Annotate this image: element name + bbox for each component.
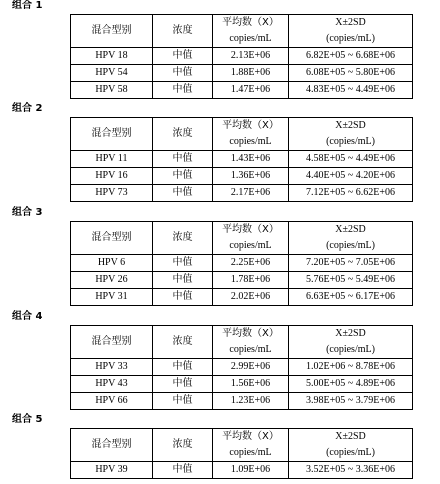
header-row <box>71 429 413 462</box>
header-mean-line1: 平均数（X） <box>222 120 279 131</box>
header-concentration: 浓度 <box>153 222 213 255</box>
header-range-line1: X±2SD <box>335 431 366 442</box>
header-mean-line2: copies/mL <box>229 136 272 147</box>
header-mean-line2: copies/mL <box>229 240 272 251</box>
group-label: 组合 4 <box>12 311 43 322</box>
cell-concentration: 中值 <box>153 168 213 185</box>
cell-concentration: 中值 <box>153 272 213 289</box>
header-mean <box>213 326 289 359</box>
cell-range: 6.82E+05 ~ 6.68E+06 <box>289 48 413 65</box>
group-table <box>70 325 413 410</box>
header-mean-line1: 平均数（X） <box>222 17 279 28</box>
header-row <box>71 15 413 48</box>
header-type: 混合型别 <box>71 118 153 151</box>
cell-range: 7.20E+05 ~ 7.05E+06 <box>289 255 413 272</box>
table-row <box>71 359 413 376</box>
header-concentration: 浓度 <box>153 429 213 462</box>
header-range <box>289 222 413 255</box>
table-row <box>71 48 413 65</box>
table-row <box>71 376 413 393</box>
header-range-line1: X±2SD <box>335 120 366 131</box>
cell-mean: 1.09E+06 <box>213 462 289 479</box>
group-label: 组合 1 <box>12 0 43 11</box>
header-range-line1: X±2SD <box>335 328 366 339</box>
header-range <box>289 429 413 462</box>
header-concentration: 浓度 <box>153 326 213 359</box>
cell-type: HPV 54 <box>71 65 153 82</box>
header-range-line2: (copies/mL) <box>326 136 375 147</box>
cell-range: 3.52E+05 ~ 3.36E+06 <box>289 462 413 479</box>
header-range-line1: X±2SD <box>335 17 366 28</box>
header-mean-line2: copies/mL <box>229 344 272 355</box>
cell-mean: 2.99E+06 <box>213 359 289 376</box>
group-label: 组合 2 <box>12 103 43 114</box>
header-type: 混合型别 <box>71 326 153 359</box>
table-row <box>71 185 413 202</box>
cell-range: 5.76E+05 ~ 5.49E+06 <box>289 272 413 289</box>
cell-type: HPV 16 <box>71 168 153 185</box>
cell-mean: 2.13E+06 <box>213 48 289 65</box>
table-row <box>71 272 413 289</box>
table-row <box>71 151 413 168</box>
cell-mean: 2.17E+06 <box>213 185 289 202</box>
cell-type: HPV 18 <box>71 48 153 65</box>
header-type: 混合型别 <box>71 15 153 48</box>
cell-mean: 2.02E+06 <box>213 289 289 306</box>
header-row <box>71 118 413 151</box>
cell-range: 6.08E+05 ~ 5.80E+06 <box>289 65 413 82</box>
header-mean-line1: 平均数（X） <box>222 328 279 339</box>
group-table <box>70 14 413 99</box>
cell-mean: 1.36E+06 <box>213 168 289 185</box>
cell-concentration: 中值 <box>153 185 213 202</box>
cell-range: 7.12E+05 ~ 6.62E+06 <box>289 185 413 202</box>
cell-range: 5.00E+05 ~ 4.89E+06 <box>289 376 413 393</box>
table-row <box>71 289 413 306</box>
cell-type: HPV 58 <box>71 82 153 99</box>
cell-mean: 1.43E+06 <box>213 151 289 168</box>
table-row <box>71 393 413 410</box>
header-range-line2: (copies/mL) <box>326 240 375 251</box>
header-range-line2: (copies/mL) <box>326 447 375 458</box>
group-label: 组合 5 <box>12 414 43 425</box>
cell-type: HPV 31 <box>71 289 153 306</box>
header-mean-line1: 平均数（X） <box>222 224 279 235</box>
group-table <box>70 117 413 202</box>
cell-type: HPV 43 <box>71 376 153 393</box>
header-mean <box>213 429 289 462</box>
group-table <box>70 428 413 479</box>
header-range <box>289 118 413 151</box>
cell-concentration: 中值 <box>153 289 213 306</box>
header-mean <box>213 118 289 151</box>
header-concentration: 浓度 <box>153 118 213 151</box>
cell-mean: 2.25E+06 <box>213 255 289 272</box>
table-row <box>71 168 413 185</box>
cell-mean: 1.56E+06 <box>213 376 289 393</box>
header-mean-line2: copies/mL <box>229 33 272 44</box>
cell-range: 6.63E+05 ~ 6.17E+06 <box>289 289 413 306</box>
cell-mean: 1.88E+06 <box>213 65 289 82</box>
header-concentration: 浓度 <box>153 15 213 48</box>
cell-type: HPV 6 <box>71 255 153 272</box>
header-range <box>289 326 413 359</box>
cell-mean: 1.78E+06 <box>213 272 289 289</box>
table-row <box>71 462 413 479</box>
cell-range: 4.58E+05 ~ 4.49E+06 <box>289 151 413 168</box>
cell-concentration: 中值 <box>153 48 213 65</box>
cell-type: HPV 73 <box>71 185 153 202</box>
cell-concentration: 中值 <box>153 65 213 82</box>
header-type: 混合型别 <box>71 429 153 462</box>
cell-range: 4.40E+05 ~ 4.20E+06 <box>289 168 413 185</box>
cell-concentration: 中值 <box>153 462 213 479</box>
group-table <box>70 221 413 306</box>
cell-range: 1.02E+06 ~ 8.78E+06 <box>289 359 413 376</box>
table-row <box>71 82 413 99</box>
cell-type: HPV 66 <box>71 393 153 410</box>
cell-concentration: 中值 <box>153 376 213 393</box>
cell-concentration: 中值 <box>153 151 213 168</box>
table-row <box>71 255 413 272</box>
cell-concentration: 中值 <box>153 359 213 376</box>
header-range <box>289 15 413 48</box>
header-range-line1: X±2SD <box>335 224 366 235</box>
cell-type: HPV 26 <box>71 272 153 289</box>
header-row <box>71 326 413 359</box>
cell-mean: 1.47E+06 <box>213 82 289 99</box>
header-range-line2: (copies/mL) <box>326 33 375 44</box>
cell-type: HPV 11 <box>71 151 153 168</box>
cell-range: 4.83E+05 ~ 4.49E+06 <box>289 82 413 99</box>
header-type: 混合型别 <box>71 222 153 255</box>
group-label: 组合 3 <box>12 207 43 218</box>
cell-type: HPV 39 <box>71 462 153 479</box>
table-row <box>71 65 413 82</box>
header-mean-line2: copies/mL <box>229 447 272 458</box>
header-mean-line1: 平均数（X） <box>222 431 279 442</box>
header-range-line2: (copies/mL) <box>326 344 375 355</box>
cell-concentration: 中值 <box>153 393 213 410</box>
header-mean <box>213 222 289 255</box>
cell-mean: 1.23E+06 <box>213 393 289 410</box>
header-mean <box>213 15 289 48</box>
header-row <box>71 222 413 255</box>
cell-type: HPV 33 <box>71 359 153 376</box>
cell-range: 3.98E+05 ~ 3.79E+06 <box>289 393 413 410</box>
cell-concentration: 中值 <box>153 82 213 99</box>
cell-concentration: 中值 <box>153 255 213 272</box>
